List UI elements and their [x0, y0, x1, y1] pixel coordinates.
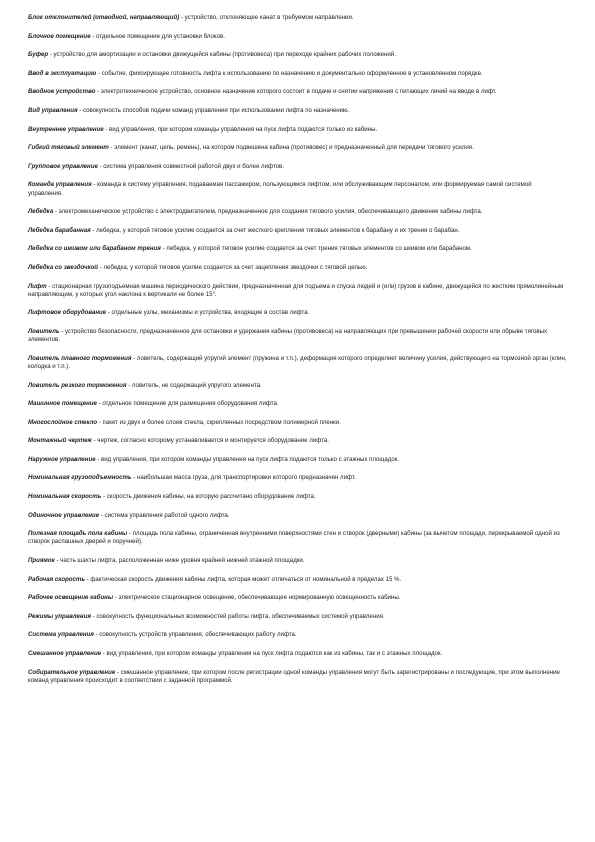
glossary-entry [28, 163, 568, 171]
glossary-entry [28, 419, 568, 427]
glossary-entry [28, 208, 568, 216]
glossary-definition: - вид управления, при котором команды управления на пуск лифта подаются только с этажных площадок. [95, 455, 400, 463]
glossary-term: Рабочая скорость [28, 575, 85, 583]
glossary-definition: - совокупность функциональных возможностей работы лифта, обеспечиваемых системой управления. [90, 612, 385, 620]
glossary-definition: - совокупность способов подачи команд управления при использовании лифта по назначению. [77, 106, 350, 114]
glossary-entry [28, 474, 568, 482]
glossary-entry [28, 437, 568, 445]
glossary-term: Приямок [28, 557, 55, 565]
glossary-entry [28, 400, 568, 408]
glossary-term: Лифт [28, 282, 47, 290]
glossary-entry [28, 355, 568, 371]
glossary-term: Лебедка со звездочкой [28, 263, 99, 271]
glossary-entry [28, 493, 568, 501]
glossary-definition: - отдельное помещение для размещения оборудования лифта. [96, 400, 279, 408]
glossary-term: Вводное устройство [28, 88, 96, 96]
glossary-entry [28, 264, 568, 272]
glossary-definition: - вид управления, при котором команды управления на пуск лифта подаются только из кабины. [103, 125, 378, 133]
glossary-entry [28, 88, 568, 96]
glossary-definition: - система управления совместной работой двух и более лифтов. [97, 162, 284, 170]
glossary-entry [28, 530, 568, 546]
glossary-term: Лебедка [28, 208, 54, 216]
glossary-definition: - стационарная грузоподъемная машина периодического действия, предназначенная для подъема и спуска людей и (или) грузов в кабине, движущейся по жестким прямолинейным направляющим, у которых угол наклона к вертикали не более 15°. [28, 282, 564, 298]
glossary-definition: - электромеханическое устройство с электродвигателем, предназначенное для создания тягового усилия, обеспечивающего движение кабины лифта. [53, 208, 483, 216]
glossary-term: Команда управления [28, 181, 92, 189]
glossary-page [28, 14, 568, 695]
glossary-term: Собирательное управление [28, 668, 116, 676]
glossary-term: Многослойное стекло [28, 418, 98, 426]
glossary-entry [28, 576, 568, 584]
glossary-entry [28, 107, 568, 115]
glossary-definition: - совокупность устройств управления, обеспечивающих работу лифта. [93, 631, 297, 639]
glossary-definition: - устройство, отклоняющее канат в требуемом направлении. [179, 14, 354, 21]
glossary-definition: - система управления работой одного лифта. [99, 511, 230, 519]
glossary-definition: - устройство для амортизации и остановки движущейся кабины (противовеса) при переходе крайних рабочих положений. [48, 51, 396, 59]
glossary-entry [28, 126, 568, 134]
glossary-entry [28, 650, 568, 658]
glossary-definition: - часть шахты лифта, расположенная ниже уровня крайней нижней этажной площадки. [54, 557, 305, 565]
glossary-term: Ловитель [28, 327, 60, 335]
glossary-term: Ввод в эксплуатацию [28, 69, 97, 77]
glossary-entry [28, 33, 568, 41]
glossary-definition: - лебедка, у которой тяговое усилие создается за счет трения тяговых элементов со шкивом или барабаном. [160, 245, 472, 253]
glossary-term: Одиночное управление [28, 511, 100, 519]
glossary-term: Лебедка барабанная [28, 226, 91, 234]
glossary-entry [28, 181, 568, 197]
glossary-definition: - смешанное управление, при котором после регистрации одной команды управления могут быть зарегистрированы и последующие, при этом выполнение команд управления происходит в соответствии с заданной программой. [28, 668, 560, 684]
glossary-term: Смешанное управление [28, 650, 102, 658]
glossary-definition: - вид управления, при котором команды управления на пуск лифта подаются как из кабины, так и с этажных площадок. [101, 650, 443, 658]
glossary-term: Ловитель резкого торможения [28, 381, 127, 389]
glossary-definition: - отдельные узлы, механизмы и устройства, входящие в состав лифта. [106, 309, 310, 317]
glossary-entry [28, 669, 568, 685]
glossary-term: Буфер [28, 51, 49, 59]
glossary-definition: - ловитель, не содержащий упругого элемента. [126, 381, 262, 389]
glossary-definition: - электрическое стационарное освещение, обеспечивающее нормированную освещенность кабины. [113, 594, 401, 602]
glossary-definition: - скорость движения кабины, на которую рассчитано оборудование лифта. [101, 493, 316, 501]
glossary-definition: - лебедка, у которой тяговое усилие создается за счет зацепления звездочки с тяговой цепью. [98, 263, 368, 271]
glossary-term: Ловитель плавного торможения [28, 354, 132, 362]
glossary-definition: - команда в систему управления, подаваемая пассажиром, пользующимся лифтом, или обслуживающим персоналом, или формируемая самой системой управления. [28, 181, 532, 197]
glossary-entry [28, 512, 568, 520]
glossary-definition: - отдельное помещение для установки блоков. [90, 32, 225, 40]
glossary-term: Лифтовое оборудование [28, 309, 107, 317]
glossary-definition: - пакет из двух и более слоев стекла, скрепленных посредством полимерной пленки. [97, 418, 341, 426]
glossary-entry [28, 557, 568, 565]
glossary-term: Полезная площадь пола кабины [28, 530, 128, 538]
glossary-entry [28, 283, 568, 299]
glossary-term: Монтажный чертеж [28, 437, 92, 445]
glossary-definition: - чертеж, согласно которому устанавливается и монтируется оборудование лифта. [91, 437, 329, 445]
glossary-definition: - событие, фиксирующее готовность лифта к использованию по назначению и документально оформленное в установленном порядке. [96, 69, 483, 77]
glossary-term: Наружное управление [28, 455, 96, 463]
glossary-term: Номинальная скорость [28, 493, 102, 501]
glossary-entry [28, 70, 568, 78]
glossary-entry [28, 245, 568, 253]
glossary-term: Внутреннее управление [28, 125, 104, 133]
glossary-entry [28, 382, 568, 390]
glossary-definition: - устройство безопасности, предназначенное для остановки и удержания кабины (противовеса) на направляющих при превышении рабочей скорости или обрыве тяговых элементов. [28, 327, 548, 344]
glossary-term: Гибкий тяговый элемент [28, 144, 109, 152]
glossary-term: Групповое управление [28, 162, 98, 170]
glossary-term: Режимы управления [28, 612, 91, 620]
glossary-entry [28, 51, 568, 59]
glossary-definition: - электротехническое устройство, основное назначение которого состоит в подаче и снятии напряжения с питающих линий на вводе в лифт. [95, 88, 497, 96]
glossary-entry [28, 631, 568, 639]
glossary-term: Рабочее освещение кабины [28, 594, 114, 602]
glossary-entry [28, 144, 568, 152]
glossary-entry [28, 456, 568, 464]
glossary-entry [28, 328, 568, 344]
glossary-term: Номинальная грузоподъемность [28, 474, 132, 482]
glossary-definition: - фактическая скорость движения кабины лифта, которая может отличаться от номинальной в пределах 15 %. [84, 575, 402, 583]
glossary-definition: - элемент (канат, цепь, ремень), на котором подвешена кабина (противовес) и предназначенный для передачи тягового усилия. [108, 144, 474, 152]
glossary-definition: - ловитель, содержащий упругий элемент (пружина и т.п.), деформация которого определяет величину усилия, действующего на тормозной орган (клин, колодка и т.п.). [28, 354, 567, 370]
glossary-definition: - лебедка, у которой тяговое усилие создается за счет жесткого крепления тяговых элементов к барабану и их трения о барабан. [90, 226, 460, 234]
glossary-definition: - площадь пола кабины, ограниченная внутренними поверхностями стен и створок (дверными) кабины (за вычетом площади, перекрываемой одной из створок распашных дверей и поручней). [28, 530, 560, 546]
glossary-entry [28, 309, 568, 317]
glossary-entry [28, 594, 568, 602]
glossary-entry [28, 613, 568, 621]
glossary-entry [28, 14, 568, 22]
glossary-term: Машинное помещение [28, 400, 97, 408]
glossary-term: Блочное помещение [28, 32, 91, 40]
glossary-definition: - наибольшая масса груза, для транспортировки которого предназначен лифт. [131, 474, 356, 482]
glossary-term: Вид управления [28, 106, 78, 114]
glossary-entry [28, 227, 568, 235]
glossary-term: Система управления [28, 631, 94, 639]
glossary-term: Блок отклонителей (отводной, направляющий) [28, 14, 180, 21]
glossary-term: Лебедка со шкивом или барабаном трения [28, 245, 161, 253]
